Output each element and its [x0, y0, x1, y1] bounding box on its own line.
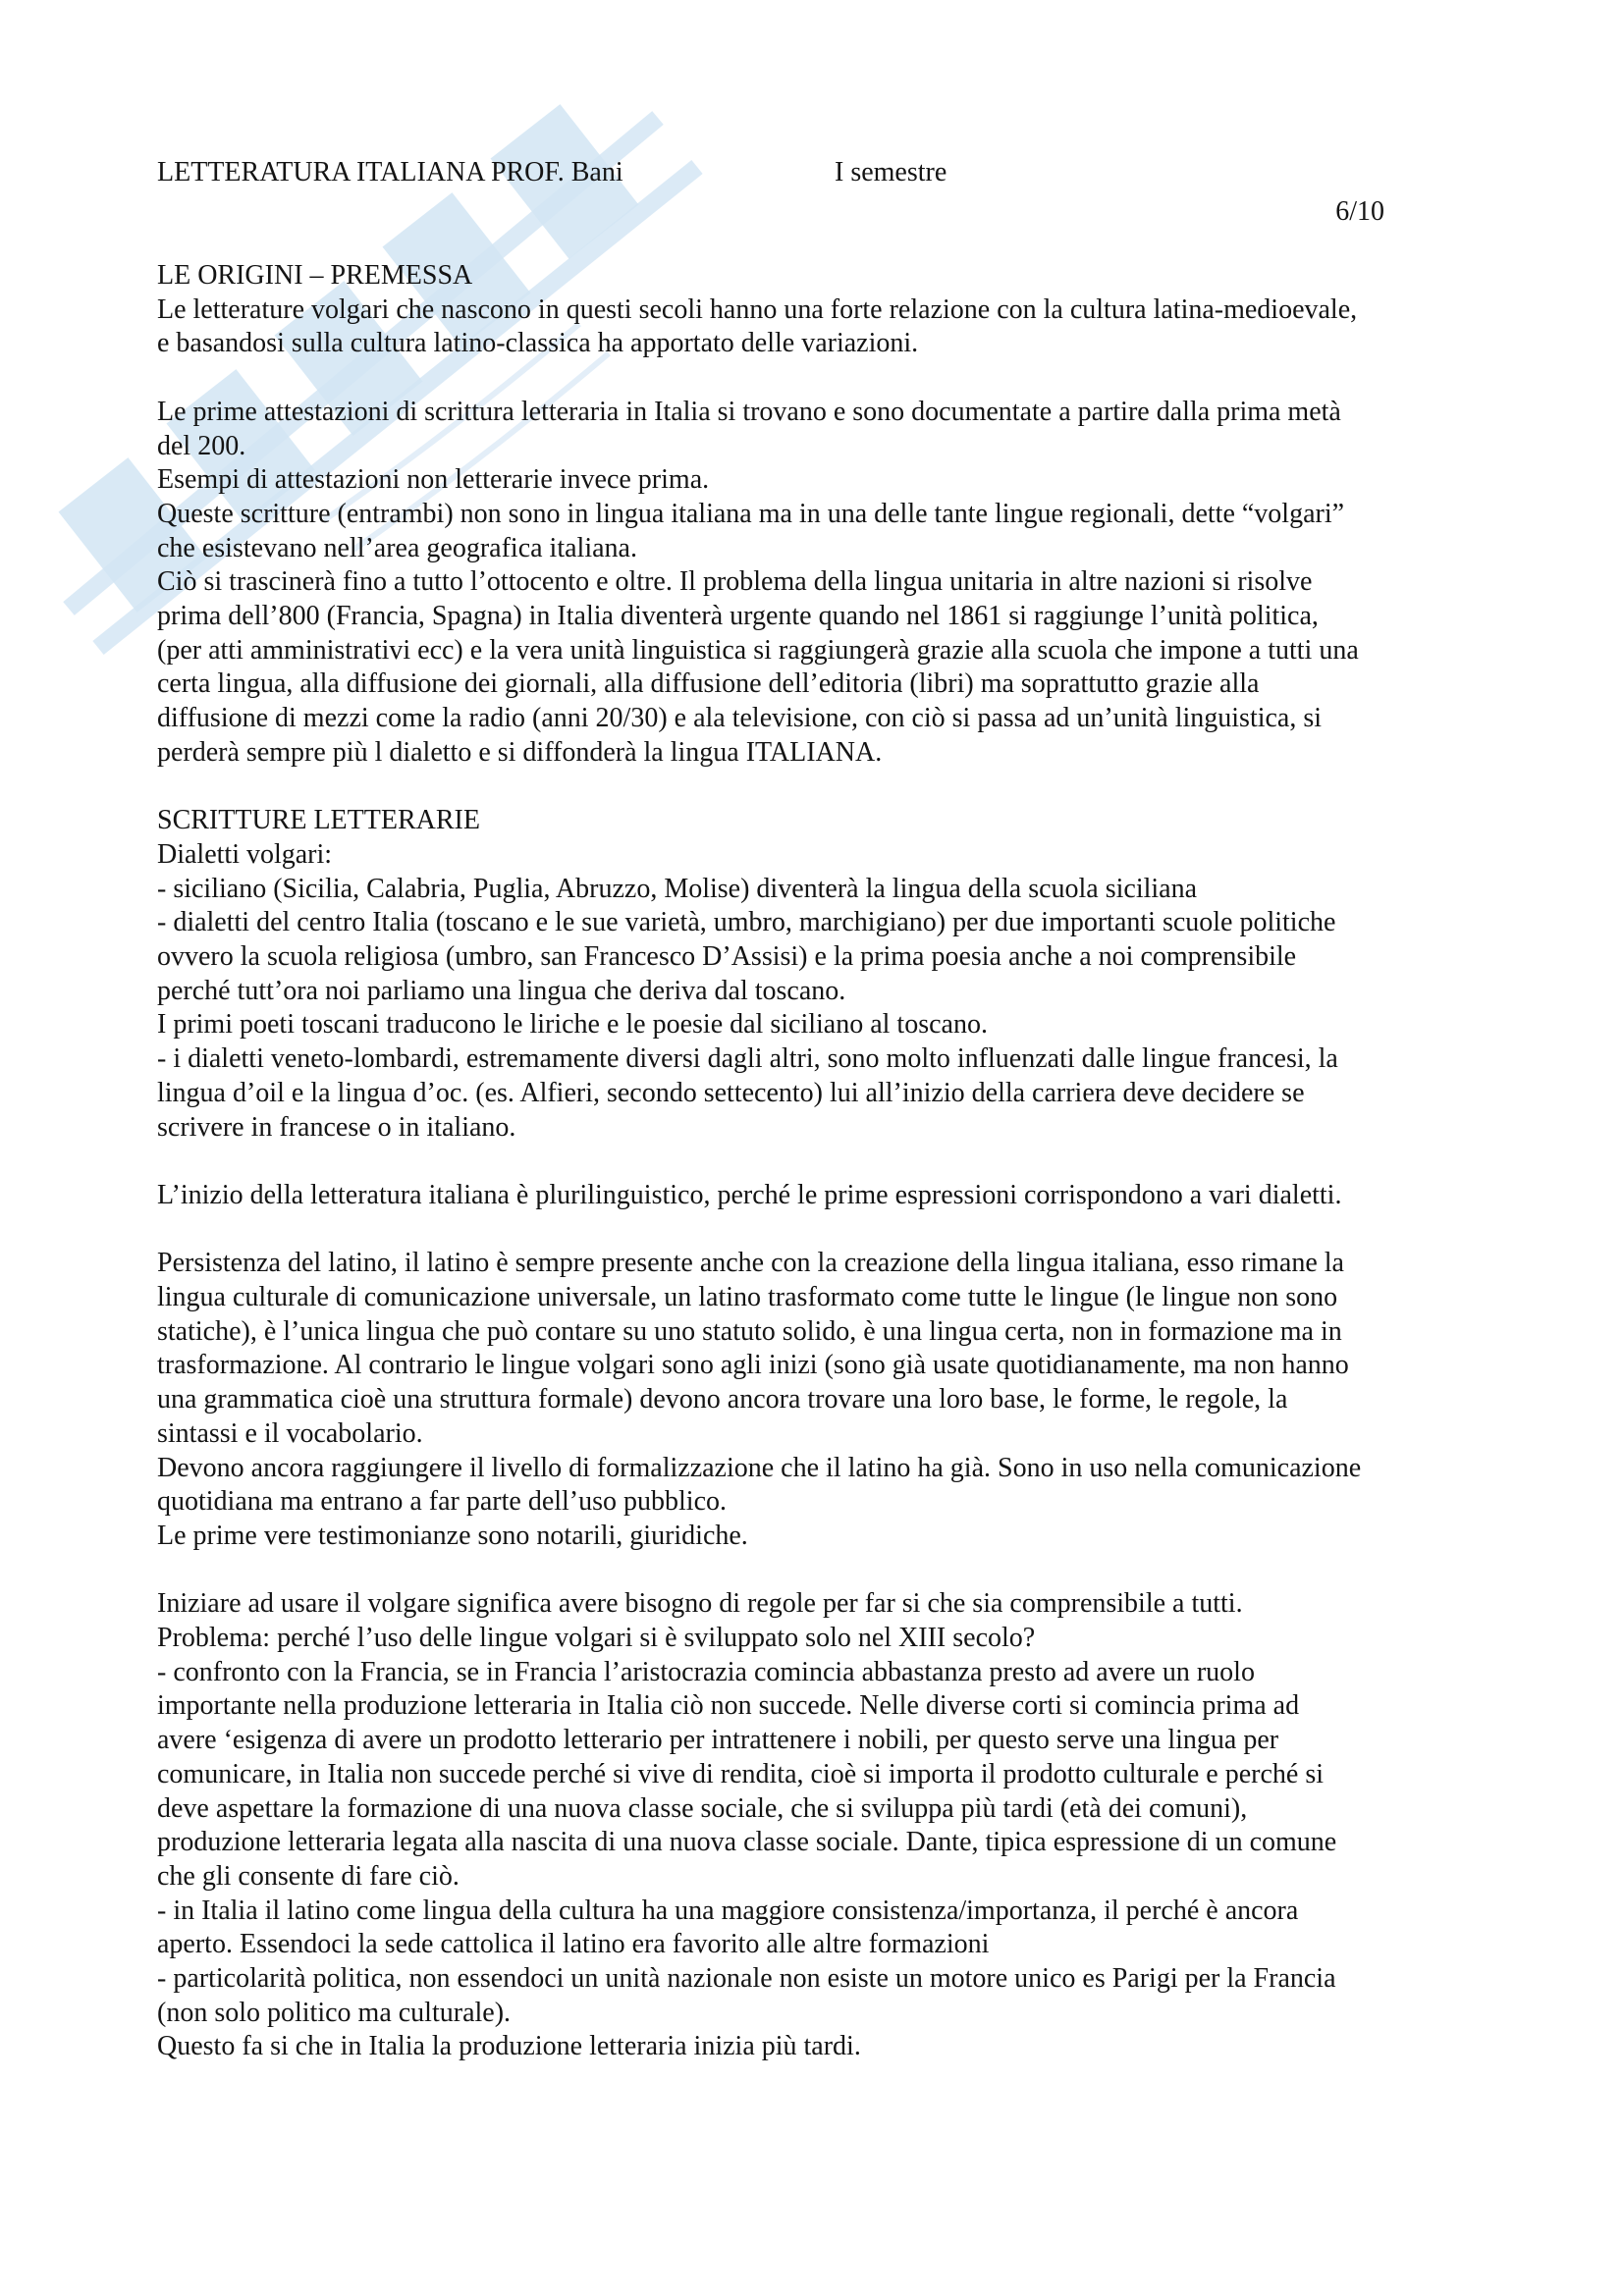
- course-title: LETTERATURA ITALIANA PROF. Bani: [157, 157, 623, 187]
- text-line: (non solo politico ma culturale).: [157, 1997, 512, 2028]
- text-line: prima dell’800 (Francia, Spagna) in Italia diventerà urgente quando nel 1861 si raggiunge l’unità politica,: [157, 601, 1319, 632]
- paragraph-attestazioni: [157, 396, 1494, 771]
- text-line: I primi poeti toscani traducono le liriche e le poesie dal siciliano al toscano.: [157, 1009, 988, 1041]
- text-line: importante nella produzione letteraria in Italia ciò non succede. Nelle diverse corti si comincia prima ad: [157, 1690, 1300, 1722]
- list-item: - i dialetti veneto-lombardi, estremamente diversi dagli altri, sono molto influenzati dalle lingue francesi, la: [157, 1043, 1338, 1075]
- text-line: Queste scritture (entrambi) non sono in lingua italiana ma in una delle tante lingue regionali, dette “volgari”: [157, 498, 1345, 529]
- text-line: (per atti amministrativi ecc) e la vera unità linguistica si raggiungerà grazie alla scuola che impone a tutti una: [157, 634, 1359, 666]
- list-item: - confronto con la Francia, se in Francia l’aristocrazia comincia abbastanza presto ad avere un ruolo: [157, 1656, 1255, 1687]
- paragraph-origini: [157, 259, 1494, 361]
- text-line: quotidiana ma entrano a far parte dell’uso pubblico.: [157, 1486, 728, 1518]
- text-line: Dialetti volgari:: [157, 838, 333, 870]
- list-item: - dialetti del centro Italia (toscano e le sue varietà, umbro, marchigiano) per due importanti scuole politiche: [157, 907, 1336, 938]
- text-line: aperto. Essendoci la sede cattolica il latino era favorito alle altre formazioni: [157, 1929, 990, 1960]
- text-line: perché tutt’ora noi parliamo una lingua che deriva dal toscano.: [157, 975, 846, 1006]
- list-item: - siciliano (Sicilia, Calabria, Puglia, Abruzzo, Molise) diventerà la lingua della scuola siciliana: [157, 873, 1198, 904]
- text-line: Persistenza del latino, il latino è sempre presente anche con la creazione della lingua italiana, esso rimane la: [157, 1248, 1344, 1279]
- text-line: produzione letteraria legata alla nascita di una nuova classe sociale. Dante, tipica espressione di un comune: [157, 1827, 1337, 1858]
- semester-label: I semestre: [835, 157, 947, 187]
- text-line: lingua culturale di comunicazione universale, un latino trasformato come tutte le lingue (le lingue non sono: [157, 1282, 1338, 1313]
- text-line: Questo fa si che in Italia la produzione letteraria inizia più tardi.: [157, 2031, 861, 2062]
- text-line: Le prime attestazioni di scrittura letteraria in Italia si trovano e sono documentate a partire dalla prima metà: [157, 396, 1341, 427]
- text-line: statiche), è l’unica lingua che può contare su uno statuto solido, è una lingua certa, non in formazione ma in: [157, 1315, 1342, 1347]
- paragraph-latino: [157, 1247, 1494, 1553]
- page-number: 6/10: [1335, 196, 1384, 227]
- section-heading: LE ORIGINI – PREMESSA: [157, 260, 473, 291]
- text-line: che esistevano nell’area geografica italiana.: [157, 532, 637, 563]
- text-line: Esempi di attestazioni non letterarie invece prima.: [157, 464, 710, 496]
- section-heading: SCRITTURE LETTERARIE: [157, 805, 480, 836]
- text-line: ovvero la scuola religiosa (umbro, san Francesco D’Assisi) e la prima poesia anche a noi comprensibile: [157, 941, 1297, 973]
- list-item: - particolarità politica, non essendoci un unità nazionale non esiste un motore unico es Parigi per la Francia: [157, 1963, 1336, 1995]
- list-item: - in Italia il latino come lingua della cultura ha una maggiore consistenza/importanza, il perché è ancora: [157, 1895, 1299, 1926]
- text-line: diffusione di mezzi come la radio (anni 20/30) e ala televisione, con ciò si passa ad un’unità linguistica, si: [157, 703, 1323, 734]
- text-line: deve aspettare la formazione di una nuova classe sociale, che si sviluppa più tardi (età dei comuni),: [157, 1792, 1248, 1824]
- text-line: Le letterature volgari che nascono in questi secoli hanno una forte relazione con la cultura latina-medioevale,: [157, 294, 1358, 325]
- text-line: perderà sempre più l dialetto e si diffonderà la lingua ITALIANA.: [157, 736, 883, 768]
- text-line: sintassi e il vocabolario.: [157, 1417, 423, 1449]
- document-body: [157, 259, 1494, 2064]
- text-line: comunicare, in Italia non succede perché si vive di rendita, cioè si importa il prodotto culturale e perché si: [157, 1758, 1325, 1789]
- text-line: certa lingua, alla diffusione dei giornali, alla diffusione dell’editoria (libri) ma soprattutto grazie alla: [157, 668, 1260, 700]
- text-line: Iniziare ad usare il volgare significa avere bisogno di regole per far si che sia comprensibile a tutti.: [157, 1588, 1243, 1620]
- text-line: del 200.: [157, 430, 246, 461]
- text-line: Problema: perché l’uso delle lingue volgari si è sviluppato solo nel XIII secolo?: [157, 1623, 1036, 1654]
- paragraph-scritture: [157, 804, 1494, 1145]
- text-line: trasformazione. Al contrario le lingue volgari sono agli inizi (sono già usate quotidianamente, ma non hanno: [157, 1350, 1349, 1381]
- text-line: L’inizio della letteratura italiana è plurilinguistico, perché le prime espressioni corrispondono a vari dialetti.: [157, 1179, 1342, 1210]
- text-line: Devono ancora raggiungere il livello di formalizzazione che il latino ha già. Sono in uso nella comunicazione: [157, 1452, 1362, 1483]
- text-line: avere ‘esigenza di avere un prodotto letterario per intrattenere i nobili, per questo serve una lingua per: [157, 1725, 1279, 1756]
- text-line: e basandosi sulla cultura latino-classica ha apportato delle variazioni.: [157, 328, 919, 359]
- text-line: Ciò si trascinerà fino a tutto l’ottocento e oltre. Il problema della lingua unitaria in altre nazioni si risolve: [157, 566, 1313, 598]
- paragraph-plurilinguistico: [157, 1179, 1494, 1213]
- paragraph-volgare: [157, 1587, 1494, 2064]
- text-line: che gli consente di fare ciò.: [157, 1860, 460, 1892]
- text-line: Le prime vere testimonianze sono notarili, giuridiche.: [157, 1520, 748, 1551]
- text-line: scrivere in francese o in italiano.: [157, 1111, 516, 1143]
- text-line: lingua d’oil e la lingua d’oc. (es. Alfieri, secondo settecento) lui all’inizio della carriera deve decidere se: [157, 1077, 1305, 1108]
- text-line: una grammatica cioè una struttura formale) devono ancora trovare una loro base, le forme, le regole, la: [157, 1384, 1288, 1415]
